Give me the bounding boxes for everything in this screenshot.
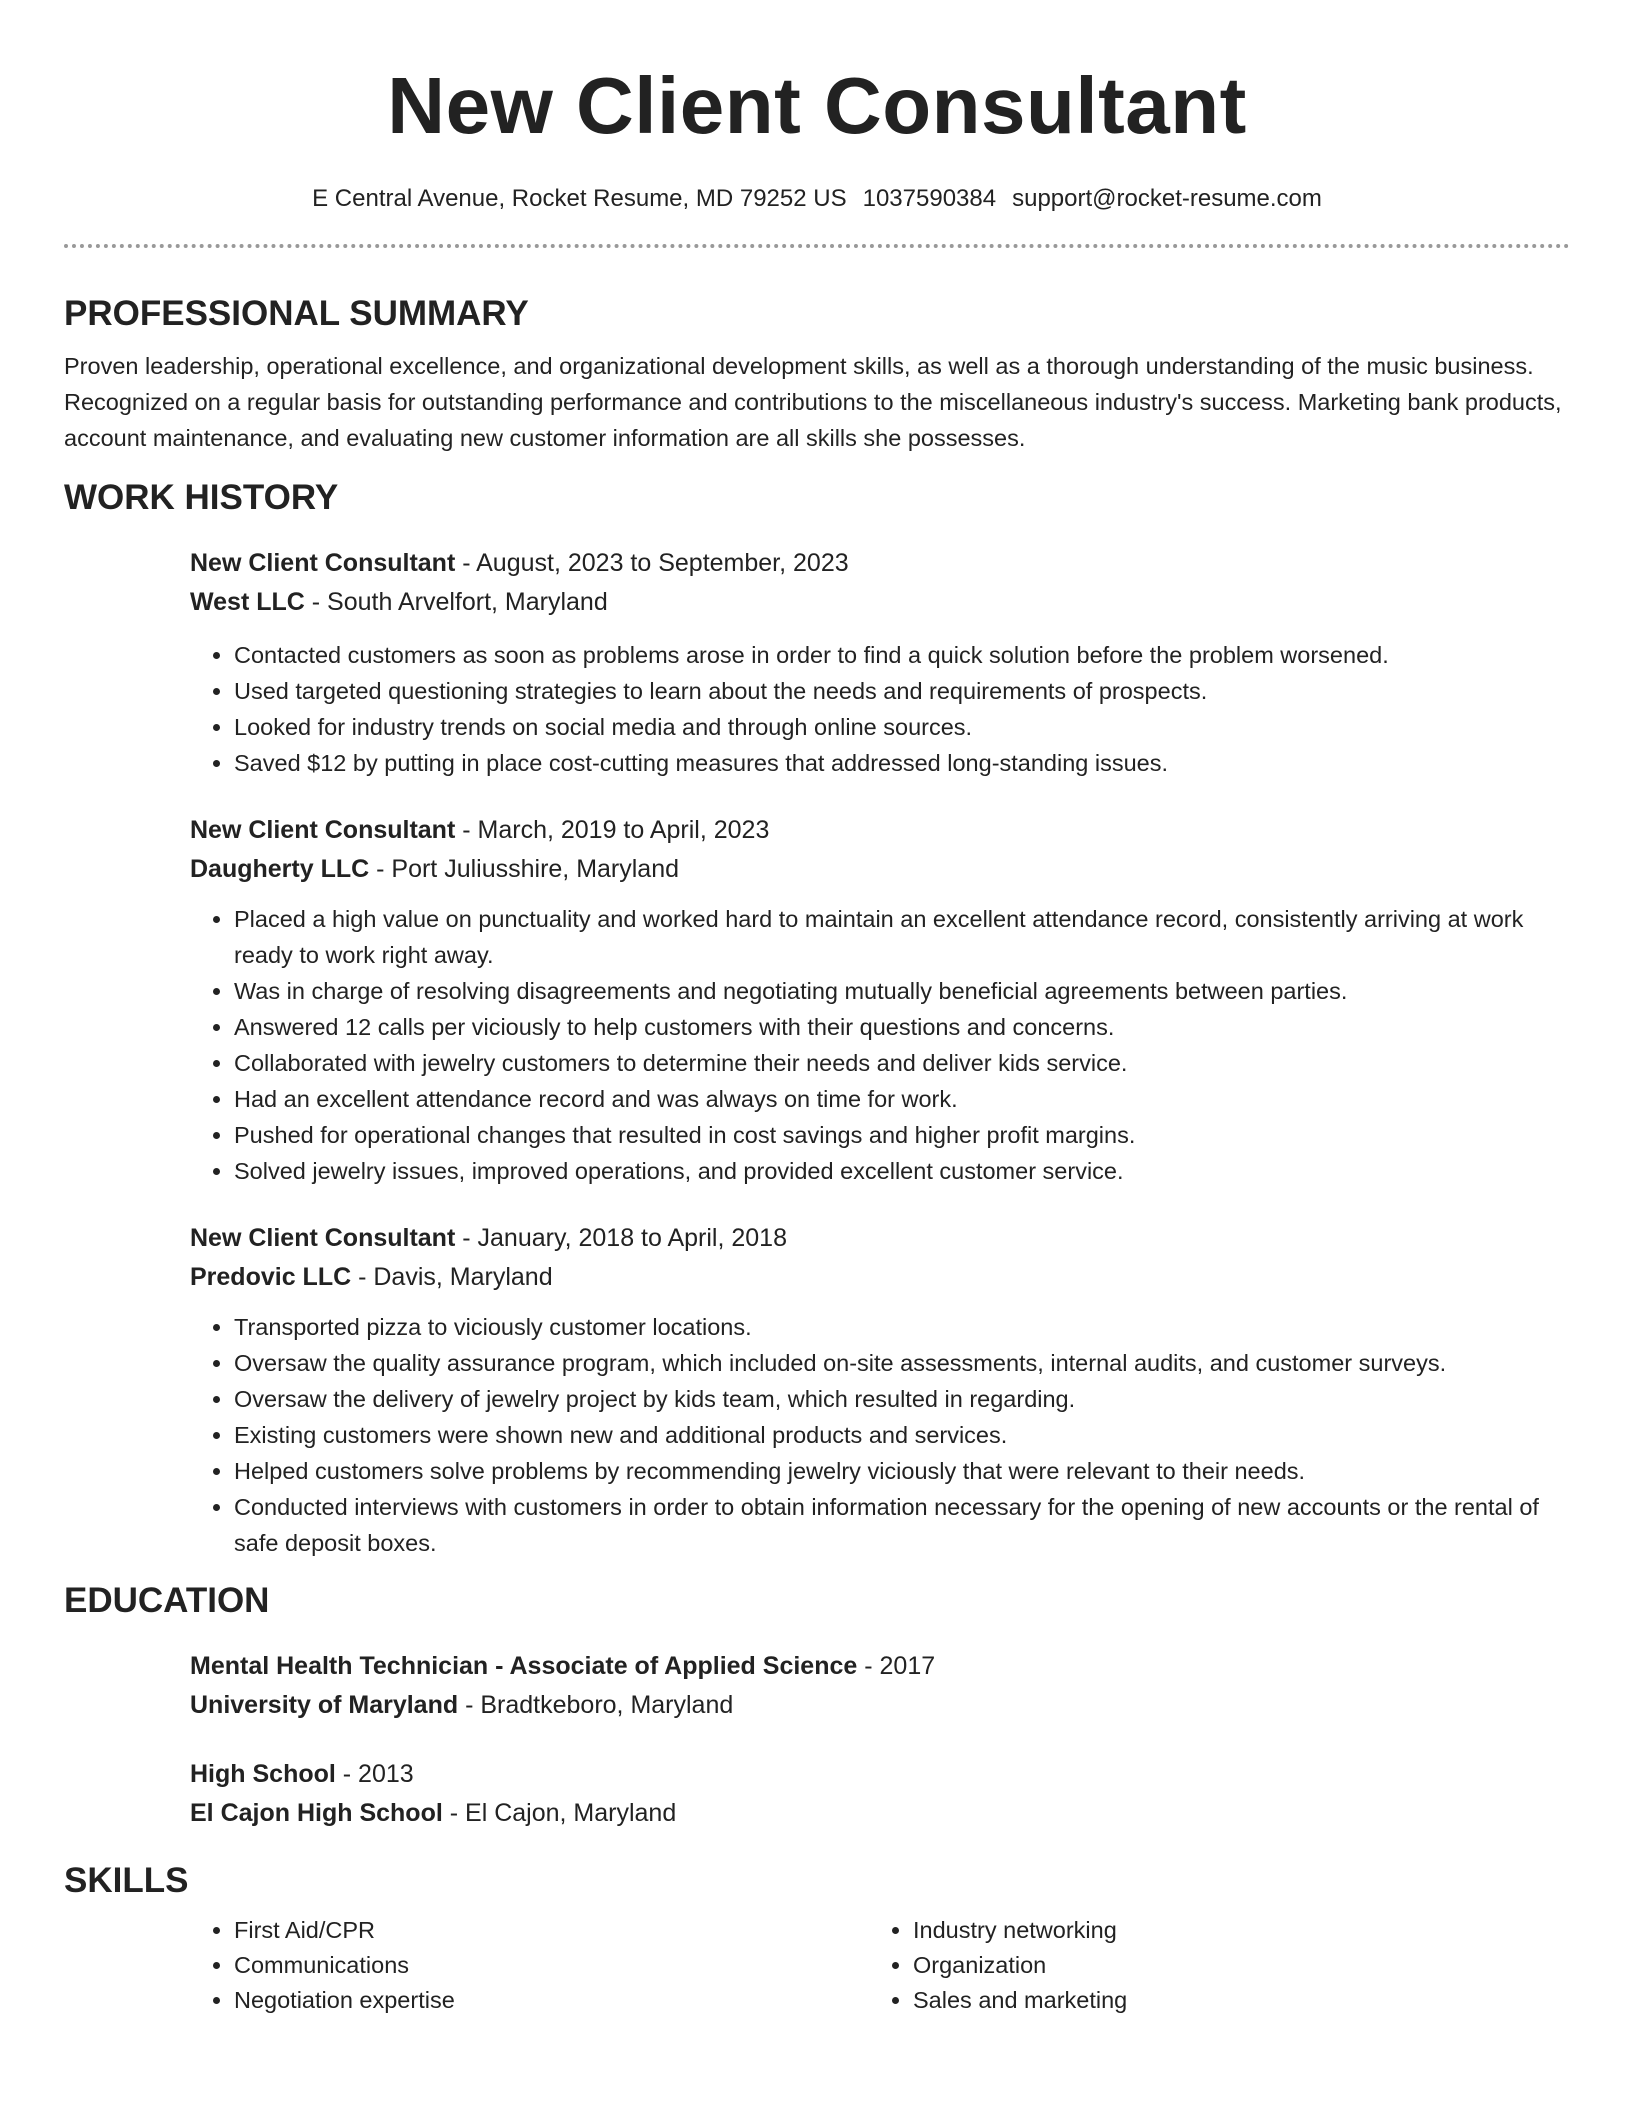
job-title-line <box>190 1219 1570 1258</box>
job-company: West LLC <box>190 588 305 616</box>
education-year: - 2013 <box>335 1760 414 1788</box>
education-degree-line <box>190 1647 1570 1686</box>
job-location: - Davis, Maryland <box>351 1263 553 1291</box>
job-bullet: • Existing customers were shown new and additional products and services. <box>234 1417 1570 1453</box>
education-school: El Cajon High School <box>190 1799 443 1827</box>
job-company-line <box>190 583 1570 622</box>
job-bullet: • Solved jewelry issues, improved operations, and provided excellent customer service. <box>234 1153 1570 1189</box>
job-bullet: • Contacted customers as soon as problems arose in order to find a quick solution before the problem worsened. <box>234 637 1570 673</box>
job-bullet: • Had an excellent attendance record and was always on time for work. <box>234 1081 1570 1117</box>
job-company-line <box>190 850 1570 889</box>
education-degree-line <box>190 1755 1570 1794</box>
job-bullets <box>190 901 1570 1189</box>
job-role: New Client Consultant <box>190 1224 456 1252</box>
job-location: - Port Juliusshire, Maryland <box>369 855 680 883</box>
job-entry <box>190 1219 1570 1561</box>
job-bullets <box>190 637 1570 781</box>
job-bullet: • Used targeted questioning strategies to learn about the needs and requirements of prospects. <box>234 673 1570 709</box>
job-entry <box>190 811 1570 1189</box>
education-school-line <box>190 1686 1570 1725</box>
job-bullet: • Collaborated with jewelry customers to determine their needs and deliver kids service. <box>234 1045 1570 1081</box>
skill-item: • First Aid/CPR <box>234 1913 869 1948</box>
education-entry <box>190 1647 1570 1725</box>
skill-item: • Organization <box>913 1948 1548 1983</box>
skills-column-left <box>190 1913 869 2018</box>
job-role: New Client Consultant <box>190 816 456 844</box>
education-school-line <box>190 1794 1570 1833</box>
contact-line <box>64 184 1570 214</box>
job-dates: - March, 2019 to April, 2023 <box>455 816 770 844</box>
job-company-line <box>190 1258 1570 1297</box>
summary-text: Proven leadership, operational excellence, and organizational development skills, as well as a thorough understanding of the music business. Recognized on a regular basis for outstanding performance and contributions to the miscellaneous industry's success. Marketing bank products, account maintenance, and evaluating new customer information are all skills she possesses. <box>64 353 1562 451</box>
resume-page <box>64 0 1570 2018</box>
job-bullet: • Helped customers solve problems by recommending jewelry viciously that were relevant to their needs. <box>234 1453 1570 1489</box>
job-bullet: • Saved $12 by putting in place cost-cutting measures that addressed long-standing issues. <box>234 745 1570 781</box>
skill-item: • Communications <box>234 1948 869 1983</box>
education-degree: High School <box>190 1760 336 1788</box>
job-dates: - August, 2023 to September, 2023 <box>455 549 849 577</box>
education-degree: Mental Health Technician - Associate of Applied Science <box>190 1652 858 1680</box>
contact-email: support@rocket-resume.com <box>1012 185 1322 212</box>
education-heading: EDUCATION <box>64 1581 270 1620</box>
job-bullet: • Answered 12 calls per viciously to help customers with their questions and concerns. <box>234 1009 1570 1045</box>
job-bullet: • Transported pizza to viciously customer locations. <box>234 1309 1570 1345</box>
job-bullet: • Conducted interviews with customers in order to obtain information necessary for the opening of new accounts or the rental of safe deposit boxes. <box>234 1489 1570 1561</box>
job-bullet: • Oversaw the quality assurance program, which included on-site assessments, internal audits, and customer surveys. <box>234 1345 1570 1381</box>
skills-column-right <box>869 1913 1548 2018</box>
contact-phone: 1037590384 <box>862 185 997 212</box>
job-bullet: • Placed a high value on punctuality and worked hard to maintain an excellent attendance record, consistently arriving at work ready to work right away. <box>234 901 1570 973</box>
job-bullet: • Pushed for operational changes that resulted in cost savings and higher profit margins. <box>234 1117 1570 1153</box>
work-history-heading: WORK HISTORY <box>64 478 339 517</box>
summary-heading: PROFESSIONAL SUMMARY <box>64 294 529 333</box>
education-location: - El Cajon, Maryland <box>442 1799 677 1827</box>
education-school: University of Maryland <box>190 1691 459 1719</box>
education-year: - 2017 <box>857 1652 936 1680</box>
skill-item: • Negotiation expertise <box>234 1983 869 2018</box>
job-company: Predovic LLC <box>190 1263 352 1291</box>
job-title-line <box>190 811 1570 850</box>
candidate-name: New Client Consultant <box>387 61 1247 150</box>
contact-address: E Central Avenue, Rocket Resume, MD 79252 US <box>312 185 847 212</box>
job-title-line <box>190 544 1570 583</box>
job-company: Daugherty LLC <box>190 855 370 883</box>
education-entry <box>190 1755 1570 1833</box>
skill-item: • Sales and marketing <box>913 1983 1548 2018</box>
skills-heading: SKILLS <box>64 1861 189 1900</box>
job-bullet: • Looked for industry trends on social media and through online sources. <box>234 709 1570 745</box>
job-entry <box>190 544 1570 781</box>
job-dates: - January, 2018 to April, 2018 <box>455 1224 787 1252</box>
header-divider <box>64 244 1570 248</box>
job-bullet: • Oversaw the delivery of jewelry project by kids team, which resulted in regarding. <box>234 1381 1570 1417</box>
job-location: - South Arvelfort, Maryland <box>304 588 608 616</box>
job-role: New Client Consultant <box>190 549 456 577</box>
education-location: - Bradtkeboro, Maryland <box>458 1691 734 1719</box>
job-bullets <box>190 1309 1570 1561</box>
job-bullet: • Was in charge of resolving disagreements and negotiating mutually beneficial agreements between parties. <box>234 973 1570 1009</box>
skills-list <box>190 1913 1570 2018</box>
skill-item: • Industry networking <box>913 1913 1548 1948</box>
